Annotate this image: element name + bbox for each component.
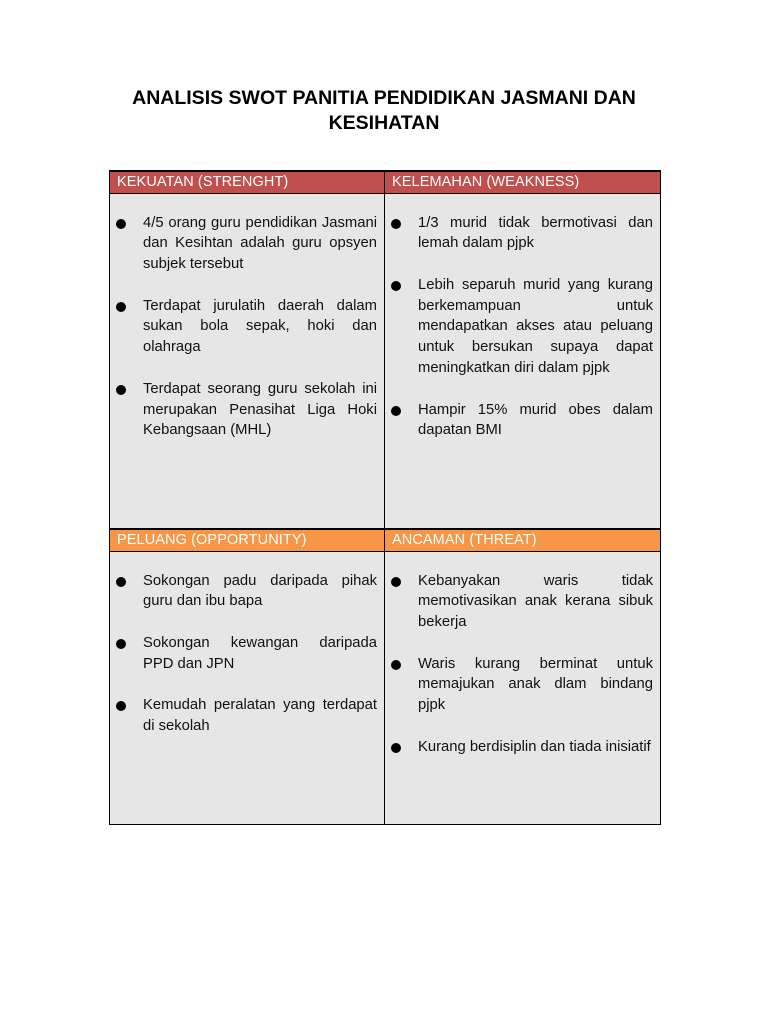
list-item: Lebih separuh murid yang kurang berkemampuan untuk mendapatkan akses atau peluang untuk bersukan supaya dapat meningkatkan diri dalam pjpk bbox=[418, 275, 653, 379]
bullet-icon bbox=[391, 219, 401, 229]
list-item: 1/3 murid tidak bermotivasi dan lemah dalam pjpk bbox=[418, 213, 653, 255]
threat-list bbox=[385, 552, 660, 758]
bullet-icon bbox=[391, 577, 401, 587]
list-item: Waris kurang berminat untuk memajukan anak dlam bindang pjpk bbox=[418, 654, 653, 716]
swot-table bbox=[109, 170, 661, 825]
opportunity-header: PELUANG (OPPORTUNITY) bbox=[110, 529, 385, 551]
bullet-icon bbox=[116, 639, 126, 649]
list-item: Terdapat seorang guru sekolah ini merupakan Penasihat Liga Hoki Kebangsaan (MHL) bbox=[143, 379, 377, 441]
bullet-icon bbox=[391, 660, 401, 670]
list-item: Hampir 15% murid obes dalam dapatan BMI bbox=[418, 400, 653, 442]
bullet-icon bbox=[391, 281, 401, 291]
bullet-icon bbox=[116, 219, 126, 229]
bullet-icon bbox=[116, 701, 126, 711]
strength-header: KEKUATAN (STRENGHT) bbox=[110, 171, 385, 193]
weakness-cell bbox=[385, 193, 661, 529]
bullet-icon bbox=[116, 302, 126, 312]
list-item: 4/5 orang guru pendidikan Jasmani dan Kesihtan adalah guru opsyen subjek tersebut bbox=[143, 213, 377, 275]
weakness-list bbox=[385, 194, 660, 442]
swot-header-row-1 bbox=[110, 171, 661, 193]
swot-content-row-2 bbox=[110, 551, 661, 824]
document-title: ANALISIS SWOT PANITIA PENDIDIKAN JASMANI DAN KESIHATAN bbox=[132, 87, 636, 134]
opportunity-list bbox=[110, 552, 384, 737]
strength-list bbox=[110, 194, 384, 442]
list-item: Kemudah peralatan yang terdapat di sekolah bbox=[143, 695, 377, 737]
bullet-icon bbox=[116, 577, 126, 587]
list-item: Kurang berdisiplin dan tiada inisiatif bbox=[418, 737, 653, 758]
bullet-icon bbox=[391, 743, 401, 753]
bullet-icon bbox=[391, 406, 401, 416]
list-item: Sokongan kewangan daripada PPD dan JPN bbox=[143, 633, 377, 675]
list-item: Terdapat jurulatih daerah dalam sukan bola sepak, hoki dan olahraga bbox=[143, 296, 377, 358]
opportunity-cell bbox=[110, 551, 385, 824]
threat-header: ANCAMAN (THREAT) bbox=[385, 529, 661, 551]
bullet-icon bbox=[116, 385, 126, 395]
swot-header-row-2 bbox=[110, 529, 661, 551]
weakness-header: KELEMAHAN (WEAKNESS) bbox=[385, 171, 661, 193]
swot-content-row-1 bbox=[110, 193, 661, 529]
list-item: Kebanyakan waris tidak memotivasikan anak kerana sibuk bekerja bbox=[418, 571, 653, 633]
strength-cell bbox=[110, 193, 385, 529]
list-item: Sokongan padu daripada pihak guru dan ibu bapa bbox=[143, 571, 377, 613]
threat-cell bbox=[385, 551, 661, 824]
